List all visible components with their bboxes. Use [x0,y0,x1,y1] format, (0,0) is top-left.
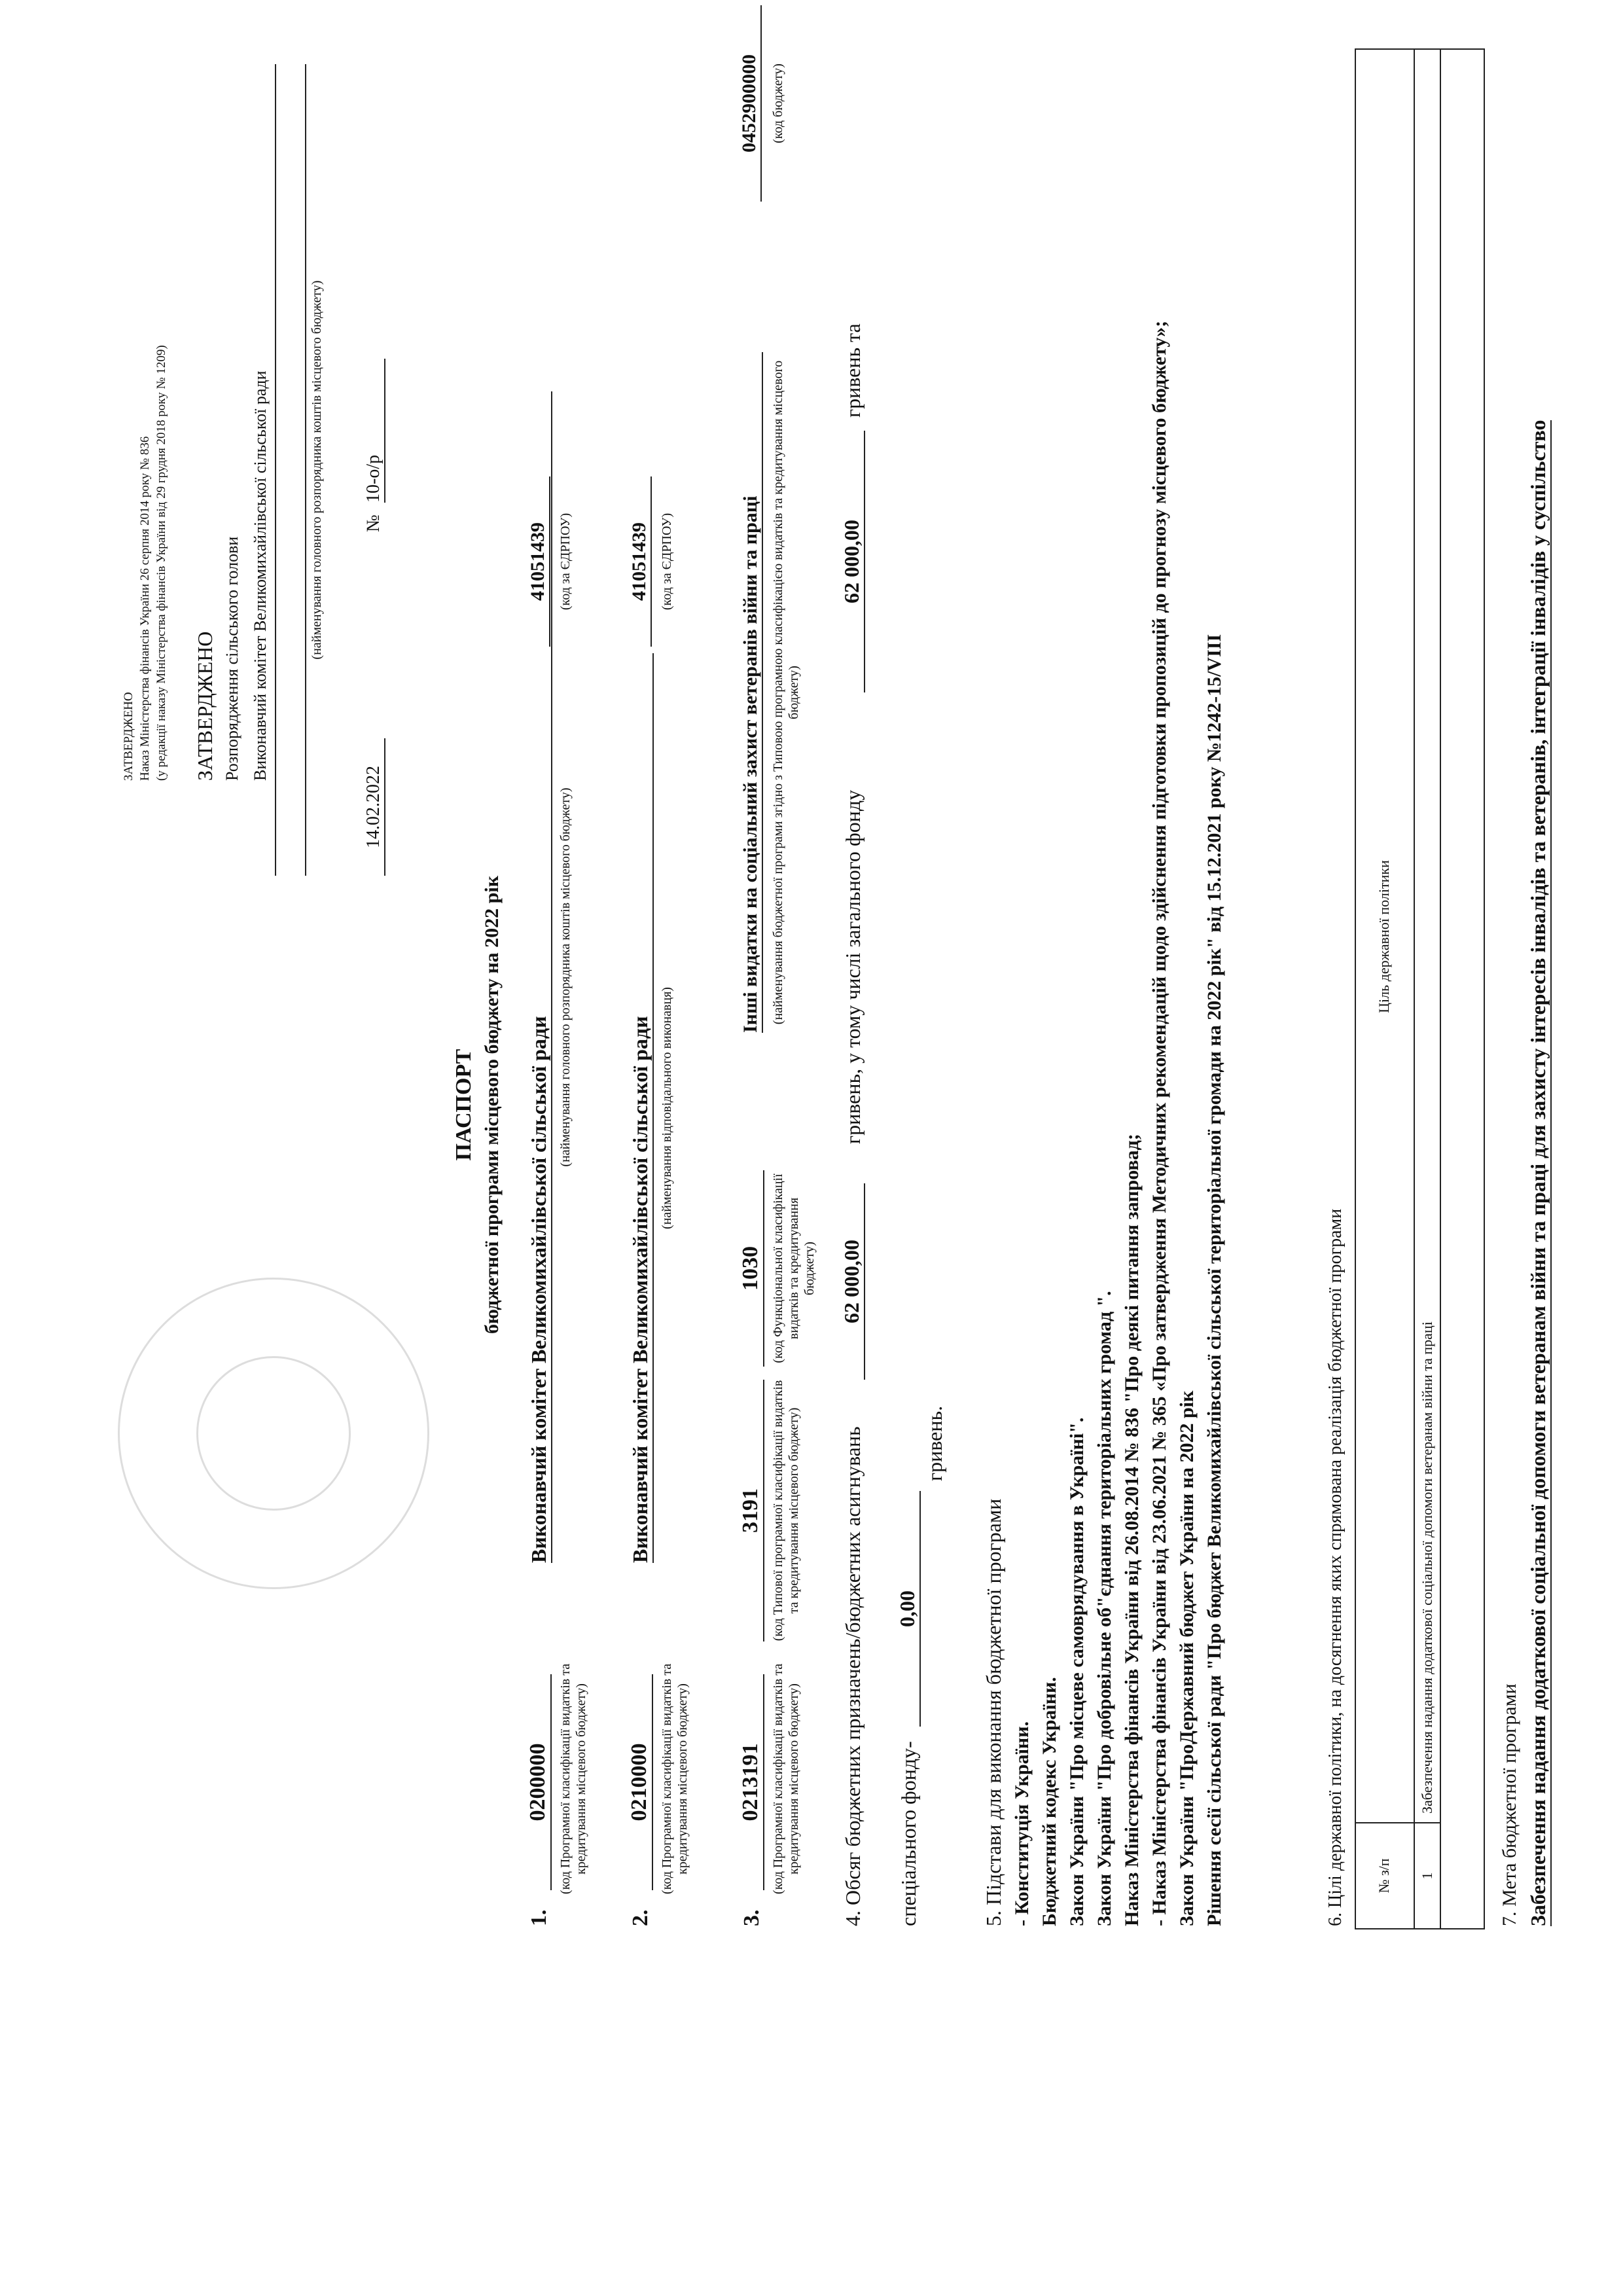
section4-special: 0,00 [895,1491,921,1727]
goals-row-goal: Забезпечення надання додаткової соціальної допомоги ветеранам війни та праці [1419,1321,1435,1814]
section7-title: 7. Мета бюджетної програми [1499,1683,1520,1926]
section5-line: - Наказ Міністерства фінансів України від 23.06.2021 № 365 «Про затвердження Методичних рекомендацій щодо здійснення підготовки пропозицій до прогнозу місцевого бюджету»; [1149,320,1170,1926]
row2-code: 0210000 [627,1674,653,1890]
number-label: № [363,514,383,532]
row3-functional-caption: (код Функціональної класифікації видатків та кредитування бюджету) [771,1174,817,1363]
section5-line: Закон України "Про добровільне об"єднання територіальних громад ". [1094,1291,1115,1926]
goals-row-divider [1440,50,1441,1928]
section5-line: - Конституція України. [1011,1721,1033,1926]
section5-line: Бюджетний кодекс України. [1039,1677,1060,1926]
row2-num: 2. [628,1909,652,1926]
row3-num: 3. [740,1909,764,1926]
section5-line: Закон України "ПроДержавний бюджет України на 2022 рік [1176,1390,1198,1926]
goals-table [1355,48,1485,1929]
row3-code-caption: (код Програмної класифікації видатків та кредитування місцевого бюджету) [771,1663,801,1895]
row1-code: 0200000 [526,1674,552,1890]
passport-subtitle: бюджетної програми місцевого бюджету на 2022 рік [481,876,503,1334]
section4-total: 62 000,00 [840,1183,865,1380]
committee-line-2 [305,64,306,876]
section4-tail: гривень та [841,323,865,418]
approved-small: ЗАТВЕРДЖЕНО [122,692,135,781]
section5-title: 5. Підстави для виконання бюджетної програми [982,1498,1005,1926]
row1-name: Виконавчий комітет Великомихайлівської сільської ради [527,391,552,1563]
committee: Виконавчий комітет Великомихайлівської сільської ради [251,370,270,781]
passport-title: ПАСПОРТ [452,1049,476,1161]
section5-line: Наказ Міністерства фінансів України від 26.08.2014 № 836 "Про деякі питання запровад; [1121,1134,1143,1926]
section6-title: 6. Цілі державної політики, на досягнення яких спрямована реалізація бюджетної програми [1325,1208,1346,1926]
section4-special-tail: гривень. [923,1405,946,1481]
row2-edrpou: 41051439 [628,476,652,647]
revision-line: (у редакції наказу Міністерства фінансів України від 29 грудня 2018 року № 1209) [154,345,168,781]
section4-special-label: спеціального фонду- [897,1741,920,1926]
committee-caption: (найменування головного розпорядника коштів місцевого бюджету) [310,280,324,660]
row3-budget-caption: (код бюджету) [771,63,785,143]
row1-edrpou-caption: (код за ЄДРПОУ) [558,512,573,611]
row1-code-caption: (код Програмної класифікації видатків та кредитування місцевого бюджету) [558,1663,588,1895]
row3-code: 0213191 [738,1674,764,1890]
section4-label: 4. Обсяг бюджетних призначень/бюджетних асигнувань [841,1426,865,1926]
goals-col-num: № з/п [1376,1858,1392,1893]
goals-col-goal: Ціль державної політики [1376,860,1392,1013]
row2-name-caption: (найменування відповідального виконавця) [660,987,674,1229]
row3-functional: 1030 [738,1170,764,1367]
section5-line: Закон України "Про місцеве самоврядування в Україні". [1066,1417,1088,1926]
row2-edrpou-caption: (код за ЄДРПОУ) [660,512,674,611]
row1-edrpou: 41051439 [527,476,550,647]
goals-header-divider [1414,50,1415,1928]
row3-typical-caption: (код Типової програмної класифікації видатків та кредитування місцевого бюджету) [771,1380,801,1641]
row1-num: 1. [527,1909,551,1926]
approval-date: 14.02.2022 [363,738,385,876]
row2-name: Виконавчий комітет Великомихайлівської сільської ради [628,653,654,1563]
row3-typical: 3191 [738,1380,764,1641]
row2-code-caption: (код Програмної класифікації видатків та кредитування місцевого бюджету) [660,1663,690,1895]
order-line: Наказ Міністерства фінансів України 26 серпня 2014 року № 836 [138,436,152,781]
row3-program-caption: (найменування бюджетної програми згідно з Типовою програмною класифікацією видатків та кредитування місцевого бюджету) [771,360,801,1025]
section4-mid: гривень, у тому числі загального фонду [841,789,865,1144]
row3-budget-code: 0452900000 [738,5,762,202]
committee-line [275,64,276,876]
goals-row-num: 1 [1419,1872,1435,1880]
section4-general: 62 000,00 [840,431,865,692]
approval-number: 10-о/р [363,359,385,503]
section5-line: Рішення сесії сільської ради "Про бюджет Великомихайлівської сільської територіальної громади на 2022 рік" від 15.12.2021 року №1242-15/VIII [1204,634,1225,1926]
section7-text: Забезпечення надання додаткової соціальної допомоги ветеранам війни та праці для захисту інтересів інвалідів та ветеранів, інтеграції інвалідів у суспільство [1526,420,1552,1926]
approver: Розпорядження сільського голови [223,536,241,781]
stamp-mark-inner [196,1356,351,1511]
approved-heading: ЗАТВЕРДЖЕНО [193,631,217,781]
row1-name-caption: (найменування головного розпорядника коштів місцевого бюджету) [558,787,573,1167]
row3-program-name: Інші видатки на соціальний захист ветеранів війни та праці [740,352,763,1033]
